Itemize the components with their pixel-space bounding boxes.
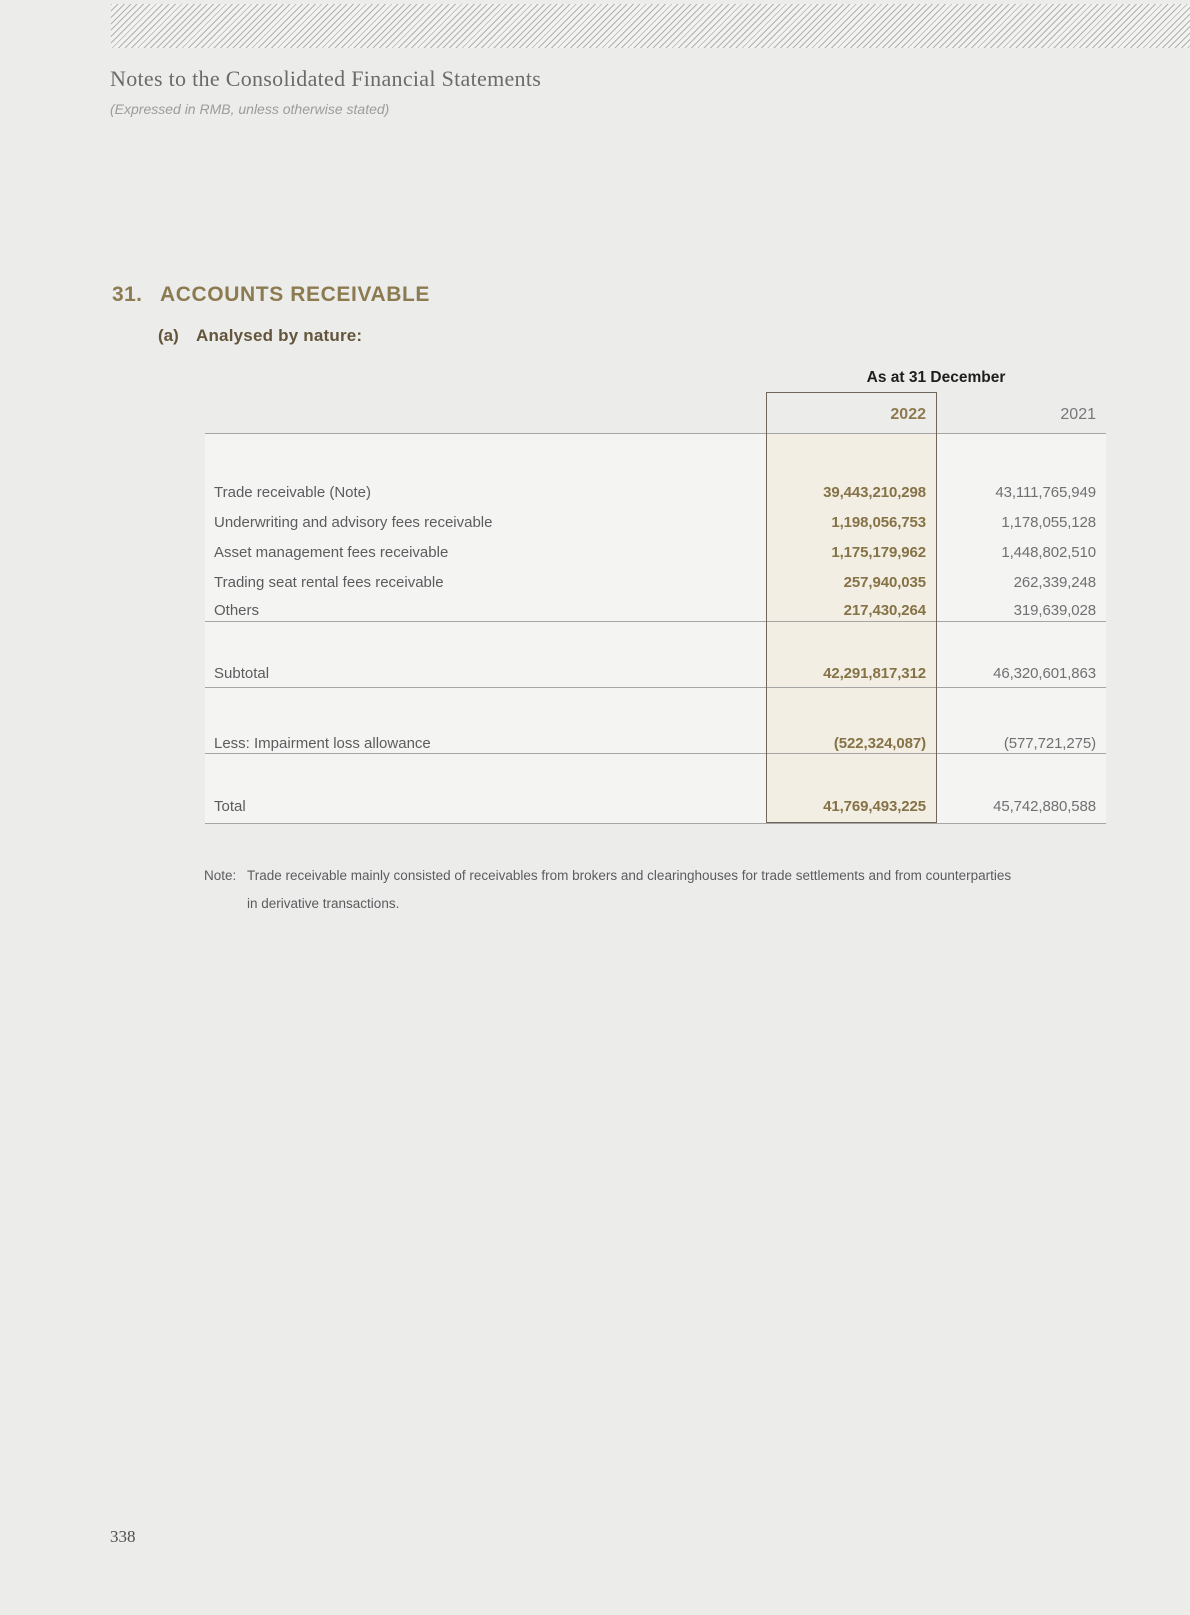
table-row-others xyxy=(205,601,1106,621)
table-rule-top xyxy=(205,433,1106,434)
subsection-title: Analysed by nature: xyxy=(196,326,363,345)
subsection-label: (a) xyxy=(158,326,179,345)
row-value-2022: 41,769,493,225 xyxy=(823,798,926,815)
column-header-2021: 2021 xyxy=(1060,406,1096,423)
row-value-2022: 257,940,035 xyxy=(843,574,926,591)
row-value-2021: 319,639,028 xyxy=(1013,602,1096,619)
row-value-2022: 1,198,056,753 xyxy=(831,514,926,531)
row-label: Underwriting and advisory fees receivable xyxy=(214,514,493,531)
table-rule-after-subtotal xyxy=(205,687,1106,688)
document-subtitle: (Expressed in RMB, unless otherwise stated) xyxy=(110,101,390,117)
table-row-asset-management-fees xyxy=(205,543,1106,563)
row-value-2021: (577,721,275) xyxy=(1003,735,1096,752)
table-row-trade-receivable xyxy=(205,483,1106,503)
row-value-2021: 45,742,880,588 xyxy=(993,798,1096,815)
note-label: Note: xyxy=(204,868,237,883)
row-value-2021: 46,320,601,863 xyxy=(993,665,1096,682)
row-value-2022: 1,175,179,962 xyxy=(831,544,926,561)
table-row-subtotal xyxy=(205,664,1106,684)
column-header-2022: 2022 xyxy=(890,406,926,423)
row-value-2022: 39,443,210,298 xyxy=(823,484,926,501)
note-text-line2: in derivative transactions. xyxy=(247,896,400,911)
section-title: ACCOUNTS RECEIVABLE xyxy=(160,283,431,306)
row-value-2021: 262,339,248 xyxy=(1013,574,1096,591)
table-period-header: As at 31 December xyxy=(866,369,1006,386)
row-label: Others xyxy=(214,602,260,619)
row-value-2022: 217,430,264 xyxy=(843,602,926,619)
decorative-hatch-band xyxy=(111,4,1190,48)
section-number: 31. xyxy=(112,283,143,306)
row-label: Trading seat rental fees receivable xyxy=(214,574,444,591)
row-label: Asset management fees receivable xyxy=(214,544,449,561)
row-label: Trade receivable (Note) xyxy=(214,484,372,501)
row-value-2021: 1,178,055,128 xyxy=(1001,514,1096,531)
page-number: 338 xyxy=(110,1527,136,1546)
table-rule-bottom xyxy=(205,823,1106,824)
table-rule-after-others xyxy=(205,621,1106,622)
row-value-2022: 42,291,817,312 xyxy=(823,665,926,682)
row-value-2021: 43,111,765,949 xyxy=(995,484,1096,501)
table-row-underwriting-fees xyxy=(205,513,1106,533)
row-label: Total xyxy=(214,798,246,815)
row-label: Subtotal xyxy=(214,665,270,682)
document-title: Notes to the Consolidated Financial Statements xyxy=(110,66,542,91)
table-row-impairment-allowance xyxy=(205,734,1106,754)
table-row-total xyxy=(205,797,1106,817)
note-text-line1: Trade receivable mainly consisted of receivables from brokers and clearinghouses for trade settlements and from counterparties xyxy=(247,868,1012,883)
row-value-2022: (522,324,087) xyxy=(833,735,926,752)
row-label: Less: Impairment loss allowance xyxy=(214,735,431,752)
table-row-trading-seat-rental xyxy=(205,573,1106,593)
row-value-2021: 1,448,802,510 xyxy=(1001,544,1096,561)
